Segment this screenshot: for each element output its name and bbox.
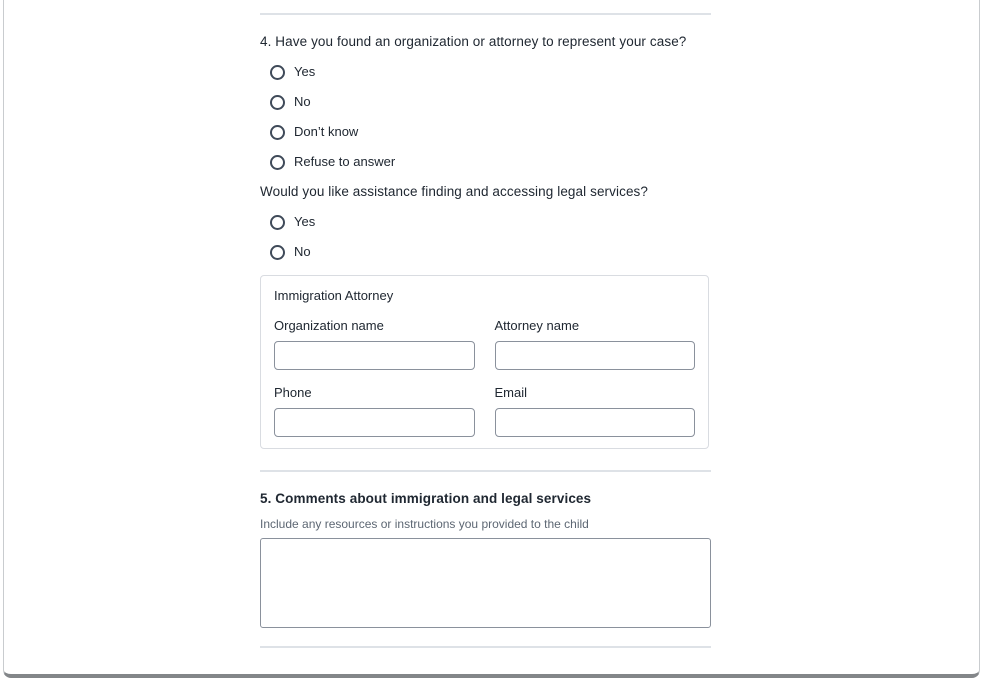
radio-icon[interactable] <box>270 245 285 260</box>
radio-group-question-4 <box>260 65 711 169</box>
radio-icon[interactable] <box>270 65 285 80</box>
question-5-helper: Include any resources or instructions you provided to the child <box>260 517 589 531</box>
email-field-group <box>495 386 696 437</box>
radio-option-no[interactable] <box>260 95 711 109</box>
email-input[interactable] <box>495 408 696 437</box>
radio-option-refuse[interactable] <box>260 155 711 169</box>
attorney-card-row-2 <box>274 386 695 437</box>
organization-name-field-group <box>274 319 475 370</box>
assistance-question-label: Would you like assistance finding and accessing legal services? <box>260 184 649 199</box>
question-5-label: 5. Comments about immigration and legal services <box>260 491 592 506</box>
attorney-card-row-1 <box>274 319 695 370</box>
attorney-name-field-group <box>495 319 696 370</box>
radio-option-assistance-yes[interactable] <box>260 215 711 229</box>
radio-option-label: Yes <box>294 64 316 79</box>
attorney-name-label: Attorney name <box>494 318 580 333</box>
radio-group-assistance <box>260 215 711 259</box>
radio-option-label: Refuse to answer <box>294 154 396 169</box>
radio-option-assistance-no[interactable] <box>260 245 711 259</box>
section-divider <box>260 646 711 648</box>
radio-option-label: Don’t know <box>294 124 359 139</box>
attorney-card-title: Immigration Attorney <box>274 288 394 303</box>
question-4-label: 4. Have you found an organization or attorney to represent your case? <box>260 34 687 49</box>
section-divider <box>260 470 711 472</box>
radio-option-dont-know[interactable] <box>260 125 711 139</box>
organization-name-label: Organization name <box>274 318 384 333</box>
phone-label: Phone <box>274 385 312 400</box>
phone-field-group <box>274 386 475 437</box>
form-content <box>260 0 711 656</box>
radio-option-label: No <box>294 94 311 109</box>
phone-input[interactable] <box>274 408 475 437</box>
radio-option-label: Yes <box>294 214 316 229</box>
radio-icon[interactable] <box>270 125 285 140</box>
organization-name-input[interactable] <box>274 341 475 370</box>
attorney-card <box>260 275 709 449</box>
comments-textarea[interactable] <box>260 538 711 628</box>
radio-option-yes[interactable] <box>260 65 711 79</box>
email-label: Email <box>494 385 528 400</box>
radio-icon[interactable] <box>270 95 285 110</box>
radio-icon[interactable] <box>270 215 285 230</box>
radio-option-label: No <box>294 244 311 259</box>
radio-icon[interactable] <box>270 155 285 170</box>
attorney-name-input[interactable] <box>495 341 696 370</box>
section-divider <box>260 13 711 15</box>
